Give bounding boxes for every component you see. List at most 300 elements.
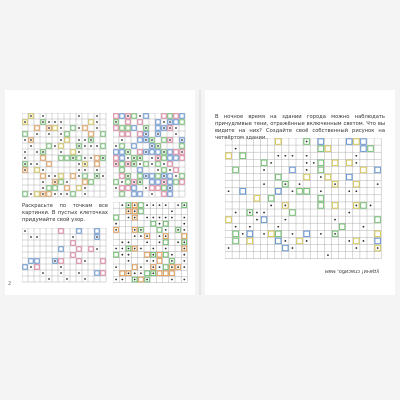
grid-dot: [334, 183, 336, 185]
grid-dot: [157, 145, 159, 147]
grid-dot: [152, 272, 154, 274]
grid-dot: [96, 127, 98, 129]
grid-dot: [115, 187, 117, 189]
pattern-cell: [71, 126, 75, 130]
pattern-cell: [162, 168, 166, 172]
pattern-cell: [156, 186, 160, 190]
pattern-cell: [144, 162, 148, 166]
grid-dot: [159, 241, 161, 243]
grid-dot: [377, 183, 379, 185]
pattern-cell: [168, 174, 172, 178]
grid-dot: [306, 162, 308, 164]
grid-dot: [145, 187, 147, 189]
grid-dot: [48, 127, 50, 129]
grid-dot: [54, 175, 56, 177]
pattern-cell: [65, 156, 69, 160]
pattern-cell: [304, 231, 310, 237]
pattern-cell: [144, 114, 148, 118]
grid-dot: [292, 233, 294, 235]
pattern-cell: [233, 238, 239, 244]
grid-dot: [163, 175, 165, 177]
pattern-cell: [375, 217, 381, 223]
pattern-cell: [132, 114, 136, 118]
grid-dot: [292, 247, 294, 249]
pattern-cell: [47, 192, 51, 196]
pattern-cell: [47, 162, 51, 166]
pattern-cell: [290, 210, 296, 216]
pattern-cell: [101, 132, 105, 136]
grid-dot: [78, 151, 80, 153]
grid-dot: [30, 115, 32, 117]
grid-dot: [277, 155, 279, 157]
pattern-cell: [71, 253, 75, 257]
grid-dot: [320, 233, 322, 235]
grid-dot: [78, 139, 80, 141]
pattern-cell: [77, 156, 81, 160]
pattern-cell: [347, 160, 353, 166]
grid-dot: [134, 248, 136, 250]
grid-dot: [24, 151, 26, 153]
grid-dot: [128, 210, 130, 212]
pattern-cell: [126, 180, 130, 184]
pattern-cell: [375, 231, 381, 237]
grid-dot: [127, 163, 129, 165]
grid-dot: [60, 127, 62, 129]
pattern-cell: [23, 192, 27, 196]
grid-dot: [183, 229, 185, 231]
grid-dot: [263, 212, 265, 214]
pattern-cell: [35, 168, 39, 172]
pattern-cell: [120, 144, 124, 148]
grid-dot: [36, 163, 38, 165]
grid-dot: [263, 233, 265, 235]
grid-dot: [165, 204, 167, 206]
grid-dot: [140, 272, 142, 274]
pattern-cell: [162, 192, 166, 196]
pattern-cell: [375, 238, 381, 244]
grid-dot: [134, 217, 136, 219]
pattern-cell: [114, 156, 118, 160]
pattern-cell: [339, 224, 345, 230]
grid-dot: [36, 236, 38, 238]
grid-dot: [42, 181, 44, 183]
pattern-cell: [59, 156, 63, 160]
grid-dot: [263, 169, 265, 171]
pattern-cell: [180, 180, 184, 184]
grid-dot: [183, 248, 185, 250]
grid-dot: [183, 266, 185, 268]
pattern-cell: [283, 245, 289, 251]
grid-dot: [377, 247, 379, 249]
grid-dot: [292, 155, 294, 157]
grid-dot: [159, 223, 161, 225]
pattern-cell: [162, 114, 166, 118]
grid-dot: [133, 163, 135, 165]
grid-dot: [128, 272, 130, 274]
pattern-cell: [95, 229, 99, 233]
pattern-cell: [89, 132, 93, 136]
grid-dot: [270, 162, 272, 164]
grid-dot: [60, 193, 62, 195]
grid-dot: [183, 204, 185, 206]
grid-dot: [151, 139, 153, 141]
pattern-cell: [168, 150, 172, 154]
grid-dot: [115, 163, 117, 165]
pattern-cell: [138, 192, 142, 196]
grid-dot: [363, 240, 365, 242]
pattern-cell: [368, 146, 374, 152]
grid-dot: [140, 229, 142, 231]
grid-dot: [96, 175, 98, 177]
pattern-cell: [138, 150, 142, 154]
grid-dot: [78, 169, 80, 171]
grid-dot: [306, 169, 308, 171]
pattern-cell: [156, 174, 160, 178]
pattern-cell: [47, 144, 51, 148]
pattern-cell: [156, 162, 160, 166]
grid-dot: [72, 236, 74, 238]
grid-dot: [78, 145, 80, 147]
pattern-cell: [132, 144, 136, 148]
grid-dot: [327, 254, 329, 256]
pattern-cell: [120, 174, 124, 178]
pattern-cell: [59, 174, 63, 178]
pattern-cell: [304, 174, 310, 180]
grid-dot: [84, 169, 86, 171]
pattern-cell: [77, 229, 81, 233]
grid-dot: [181, 139, 183, 141]
pattern-cell: [132, 126, 136, 130]
grid-dot: [313, 162, 315, 164]
pattern-cell: [126, 120, 130, 124]
pattern-cell: [180, 144, 184, 148]
grid-dot: [235, 148, 237, 150]
pattern-cell: [126, 132, 130, 136]
grid-dot: [277, 226, 279, 228]
pattern-cell: [182, 234, 187, 239]
grid-dot: [42, 151, 44, 153]
grid-dot: [242, 233, 244, 235]
pattern-cell: [138, 138, 142, 142]
pattern-cell: [361, 167, 367, 173]
grid-dot: [24, 139, 26, 141]
grid-dot: [42, 187, 44, 189]
pattern-cell: [168, 162, 172, 166]
grid-dot: [334, 219, 336, 221]
grid-dot: [115, 266, 117, 268]
pattern-cell: [268, 196, 274, 202]
pattern-cell: [162, 186, 166, 190]
grid-dot: [115, 229, 117, 231]
grid-dot: [134, 229, 136, 231]
pattern-cell: [114, 126, 118, 130]
pattern-cell: [347, 139, 353, 145]
pattern-cell: [120, 192, 124, 196]
pattern-cell: [53, 186, 57, 190]
grid-dot: [78, 163, 80, 165]
pattern-cell: [354, 181, 360, 187]
grid-dot: [152, 204, 154, 206]
pattern-cell: [59, 229, 63, 233]
pattern-cell: [226, 217, 232, 223]
pattern-cell: [71, 150, 75, 154]
grid-dot: [121, 181, 123, 183]
pattern-cell: [89, 247, 93, 251]
grid-dot: [128, 248, 130, 250]
grid-dot: [157, 169, 159, 171]
grid-dot: [128, 204, 130, 206]
grid-dot: [140, 248, 142, 250]
grid-dot: [115, 121, 117, 123]
grid-dot: [84, 187, 86, 189]
grid-dot: [48, 133, 50, 135]
pattern-cell: [318, 139, 324, 145]
pattern-cell: [35, 265, 39, 269]
grid-dot: [235, 212, 237, 214]
pattern-cell: [138, 168, 142, 172]
grid-dot: [320, 190, 322, 192]
pattern-cell: [120, 132, 124, 136]
pattern-cell: [180, 174, 184, 178]
page-fold: [199, 90, 201, 295]
grid-dot: [263, 183, 265, 185]
pattern-cell: [150, 150, 154, 154]
grid-dot: [146, 241, 148, 243]
grid-dot: [177, 229, 179, 231]
pattern-cell: [361, 146, 367, 152]
pattern-cell: [59, 259, 63, 263]
pattern-cell: [325, 174, 331, 180]
grid-dot: [228, 247, 230, 249]
grid-dot: [102, 175, 104, 177]
pattern-cell: [318, 203, 324, 209]
pattern-cell: [247, 238, 253, 244]
pattern-cell: [163, 271, 168, 276]
grid-dot: [163, 181, 165, 183]
grid-dot: [146, 260, 148, 262]
pattern-cell: [332, 160, 338, 166]
pattern-cell: [163, 252, 168, 257]
grid-dot: [183, 254, 185, 256]
pattern-cell: [240, 153, 246, 159]
pattern-cell: [261, 217, 267, 223]
grid-dot: [320, 176, 322, 178]
grid-dot: [30, 139, 32, 141]
grid-dot: [30, 163, 32, 165]
grid-picture-2: [113, 113, 188, 198]
grid-dot: [146, 235, 148, 237]
pattern-cell: [174, 156, 178, 160]
pattern-cell: [174, 120, 178, 124]
pattern-cell: [65, 186, 69, 190]
grid-dot: [121, 204, 123, 206]
grid-dot: [36, 151, 38, 153]
pattern-cell: [150, 186, 154, 190]
pattern-cell: [139, 203, 144, 208]
grid-dot: [115, 223, 117, 225]
pattern-cell: [35, 192, 39, 196]
grid-dot: [145, 175, 147, 177]
grid-dot: [128, 217, 130, 219]
grid-dot: [48, 121, 50, 123]
pattern-cell: [145, 271, 150, 276]
pattern-cell: [77, 247, 81, 251]
grid-dot: [183, 260, 185, 262]
grid-dot: [355, 190, 357, 192]
grid-dot: [139, 181, 141, 183]
pattern-cell: [240, 189, 246, 195]
grid-dot: [284, 183, 286, 185]
pattern-cell: [318, 196, 324, 202]
right-instruction: В ночное время на здании города можно наблюдать причудливые тени, отражённые включенным светом. Что вы видите на них? Создайте своё собственный рисунок на четвёртом здании.: [215, 114, 385, 141]
grid-dot: [171, 217, 173, 219]
grid-dot: [121, 279, 123, 281]
grid-dot: [60, 121, 62, 123]
grid-dot: [115, 248, 117, 250]
grid-dot: [152, 254, 154, 256]
grid-dot: [84, 260, 86, 262]
grid-dot: [54, 181, 56, 183]
upside-down-caption: удачи! спасибо, мам: [325, 268, 380, 274]
pattern-cell: [168, 180, 172, 184]
grid-dot: [171, 266, 173, 268]
pattern-cell: [101, 271, 105, 275]
pattern-cell: [35, 259, 39, 263]
pattern-cell: [120, 156, 124, 160]
pattern-cell: [361, 203, 367, 209]
grid-dot: [128, 241, 130, 243]
pattern-cell: [41, 156, 45, 160]
grid-dot: [134, 204, 136, 206]
pattern-cell: [156, 126, 160, 130]
grid-dot: [42, 115, 44, 117]
pattern-cell: [83, 126, 87, 130]
pattern-cell: [174, 150, 178, 154]
grid-dot: [348, 212, 350, 214]
pattern-cell: [304, 189, 310, 195]
grid-dot: [163, 121, 165, 123]
grid-dot: [30, 266, 32, 268]
grid-dot: [66, 278, 68, 280]
pattern-cell: [347, 174, 353, 180]
grid-dot: [42, 169, 44, 171]
grid-dot: [355, 205, 357, 207]
grid-dot: [78, 127, 80, 129]
pattern-cell: [120, 186, 124, 190]
grid-dot: [249, 212, 251, 214]
grid-dot: [128, 260, 130, 262]
pattern-cell: [23, 265, 27, 269]
grid-dot: [152, 248, 154, 250]
pattern-cell: [35, 126, 39, 130]
pattern-cell: [83, 180, 87, 184]
pattern-cell: [89, 180, 93, 184]
pattern-cell: [297, 189, 303, 195]
grid-dot: [134, 279, 136, 281]
building-grid: [225, 138, 383, 262]
pattern-cell: [59, 247, 63, 251]
pattern-cell: [89, 120, 93, 124]
pattern-cell: [290, 167, 296, 173]
pattern-cell: [361, 139, 367, 145]
grid-dot: [175, 133, 177, 135]
pattern-cell: [318, 167, 324, 173]
grid-dot: [256, 212, 258, 214]
grid-dot: [96, 115, 98, 117]
pattern-cell: [268, 231, 274, 237]
pattern-cell: [276, 231, 282, 237]
pattern-cell: [180, 120, 184, 124]
grid-dot: [165, 217, 167, 219]
grid-dot: [299, 183, 301, 185]
pattern-cell: [297, 238, 303, 244]
pattern-cell: [170, 271, 175, 276]
grid-dot: [292, 190, 294, 192]
grid-dot: [145, 151, 147, 153]
pattern-cell: [254, 196, 260, 202]
grid-dot: [72, 157, 74, 159]
grid-dot: [146, 217, 148, 219]
grid-dot: [30, 236, 32, 238]
grid-dot: [96, 169, 98, 171]
grid-dot: [249, 226, 251, 228]
grid-dot: [355, 247, 357, 249]
grid-dot: [145, 139, 147, 141]
grid-dot: [139, 163, 141, 165]
pattern-cell: [276, 139, 282, 145]
grid-dot: [134, 272, 136, 274]
grid-dot: [96, 145, 98, 147]
pattern-cell: [162, 138, 166, 142]
pattern-cell: [138, 174, 142, 178]
pattern-cell: [95, 162, 99, 166]
pattern-cell: [276, 174, 282, 180]
grid-dot: [169, 127, 171, 129]
grid-dot: [60, 266, 62, 268]
grid-dot: [169, 169, 171, 171]
pattern-cell: [132, 265, 137, 270]
pattern-cell: [126, 186, 130, 190]
grid-dot: [145, 127, 147, 129]
grid-dot: [177, 266, 179, 268]
grid-dot: [163, 127, 165, 129]
grid-dot: [235, 226, 237, 228]
pattern-cell: [276, 238, 282, 244]
pattern-cell: [168, 192, 172, 196]
grid-dot: [183, 223, 185, 225]
grid-dot: [348, 240, 350, 242]
grid-dot: [121, 241, 123, 243]
pattern-cell: [156, 120, 160, 124]
pattern-cell: [120, 126, 124, 130]
grid-dot: [284, 205, 286, 207]
grid-dot: [334, 233, 336, 235]
grid-dot: [159, 217, 161, 219]
grid-dot: [152, 217, 154, 219]
pattern-cell: [65, 132, 69, 136]
pattern-cell: [120, 271, 125, 276]
grid-dot: [165, 235, 167, 237]
grid-dot: [60, 272, 62, 274]
pattern-cell: [226, 153, 232, 159]
pattern-cell: [163, 221, 168, 226]
grid-dot: [84, 193, 86, 195]
pattern-cell: [151, 221, 156, 226]
pattern-cell: [114, 114, 118, 118]
grid-dot: [24, 157, 26, 159]
grid-dot: [84, 163, 86, 165]
pattern-cell: [157, 271, 162, 276]
